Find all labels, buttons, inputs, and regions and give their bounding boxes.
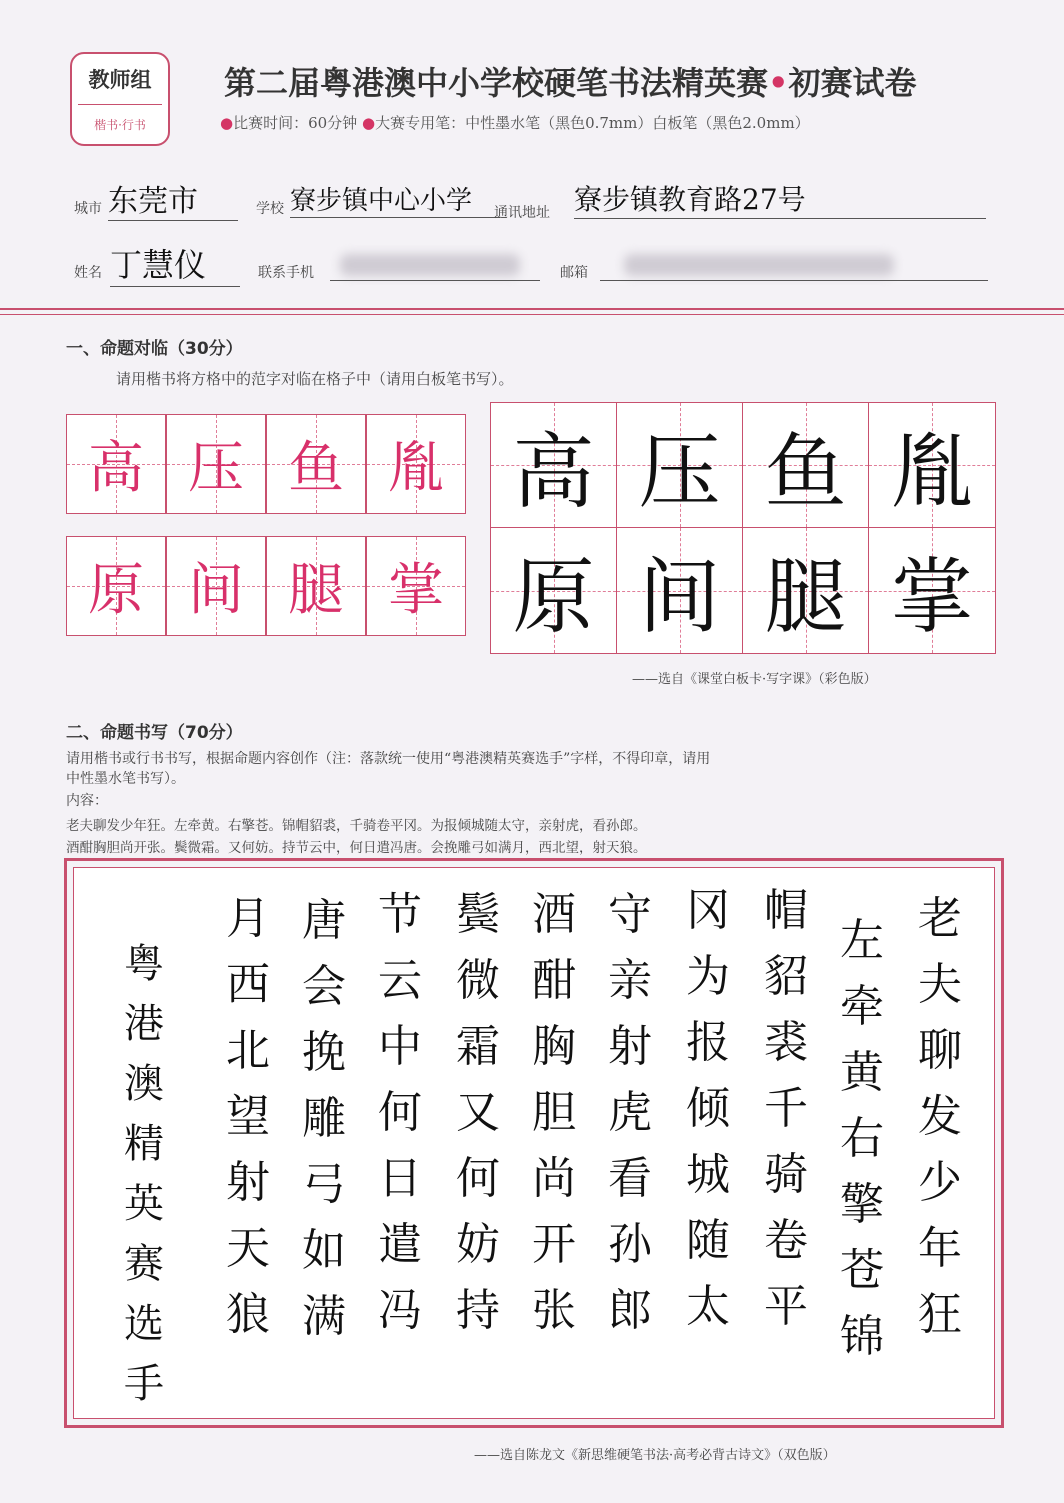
copy-cell: 高 xyxy=(66,414,166,514)
poem-column: 守 亲 射 虎 看 孙 郎 xyxy=(608,889,652,1336)
poem-column: 月 西 北 望 射 天 狼 xyxy=(226,893,270,1340)
page-title xyxy=(224,58,916,104)
poem-column: 帽 貂 裘 千 骑 卷 平 xyxy=(764,885,808,1332)
badge-divider xyxy=(78,104,162,105)
city-label: 城市 xyxy=(74,201,102,217)
writing-area xyxy=(73,867,995,1419)
section2-instruction-1: 请用楷书或行书书写，根据命题内容创作（注：落款统一使用“粤港澳精英赛选手”字样，不得印章，请用 xyxy=(66,751,711,767)
model-cell: 掌 xyxy=(869,528,995,653)
model-cell: 鱼 xyxy=(743,403,869,528)
group-badge xyxy=(70,52,170,146)
email-line xyxy=(600,280,988,281)
address-label: 通讯地址 xyxy=(494,205,550,221)
poem-column: 左 牵 黄 右 擎 苍 锦 xyxy=(840,915,884,1362)
section1-heading: 一、命题对临（30分） xyxy=(66,339,243,359)
section1-instruction: 请用楷书将方格中的范字对临在格子中（请用白板笔书写）。 xyxy=(116,370,514,388)
phone-label: 联系手机 xyxy=(258,265,314,281)
exam-pens: 大赛专用笔：中性墨水笔（黑色0.7mm）白板笔（黑色2.0mm） xyxy=(375,114,810,132)
school-value: 寮步镇中心小学 xyxy=(290,180,500,218)
name-value: 丁慧仪 xyxy=(110,240,240,287)
title-dot: • xyxy=(768,64,789,102)
copy-cell: 腿 xyxy=(266,536,366,636)
model-cell: 胤 xyxy=(869,403,995,528)
poem-column: 唐 会 挽 雕 弓 如 满 xyxy=(302,895,346,1342)
section2-instruction-2: 中性墨水笔书写）。 xyxy=(66,771,185,787)
poem-column: 鬓 微 霜 又 何 妨 持 xyxy=(456,889,500,1336)
poem-column: 冈 为 报 倾 城 随 太 xyxy=(686,885,730,1332)
email-label: 邮箱 xyxy=(560,265,588,281)
poem-line-1: 老夫聊发少年狂。左牵黄。右擎苍。锦帽貂裘，千骑卷平冈。为报倾城随太守，亲射虎，看孙郎。 xyxy=(66,818,647,834)
model-cell: 压 xyxy=(617,403,743,528)
phone-redacted xyxy=(340,254,520,276)
copy-grid-row1 xyxy=(66,414,466,514)
divider-1 xyxy=(0,308,1064,310)
model-cell: 高 xyxy=(491,403,617,528)
section1-source: ——选自《课堂白板卡·写字课》（彩色版） xyxy=(632,672,877,687)
model-cell: 间 xyxy=(617,528,743,653)
school-label: 学校 xyxy=(256,201,284,217)
email-redacted xyxy=(624,254,894,276)
section2-source: ——选自陈龙文《新思维硬笔书法·高考必背古诗文》（双色版） xyxy=(474,1448,836,1463)
model-cell: 腿 xyxy=(743,528,869,653)
copy-cell: 胤 xyxy=(366,414,466,514)
copy-cell: 压 xyxy=(166,414,266,514)
phone-line xyxy=(330,280,540,281)
copy-cell: 掌 xyxy=(366,536,466,636)
address-value: 寮步镇教育路27号 xyxy=(574,178,986,219)
badge-subtitle: 楷书·行书 xyxy=(94,118,146,132)
signature-column: 粤 港 澳 精 英 赛 选 手 xyxy=(124,941,164,1407)
badge-title: 教师组 xyxy=(88,68,152,92)
name-label: 姓名 xyxy=(74,265,102,281)
copy-cell: 间 xyxy=(166,536,266,636)
city-value: 东莞市 xyxy=(108,176,238,221)
exam-time: 比赛时间：60分钟 xyxy=(233,114,358,132)
section2-heading: 二、命题书写（70分） xyxy=(66,723,243,743)
copy-cell: 原 xyxy=(66,536,166,636)
title-tail: 初赛试卷 xyxy=(788,64,917,102)
poem-line-2: 酒酣胸胆尚开张。鬓微霜。又何妨。持节云中，何日遣冯唐。会挽雕弓如满月，西北望，射天狼。 xyxy=(66,840,647,856)
poem-column: 酒 酣 胸 胆 尚 开 张 xyxy=(532,889,576,1336)
model-grid xyxy=(490,402,996,654)
title-main: 第二届粤港澳中小学校硬笔书法精英赛 xyxy=(224,64,769,102)
content-label: 内容： xyxy=(66,793,108,809)
poem-column: 老 夫 聊 发 少 年 狂 xyxy=(918,893,962,1340)
copy-grid-row2 xyxy=(66,536,466,636)
poem-column: 节 云 中 何 日 遣 冯 xyxy=(378,889,422,1336)
model-cell: 原 xyxy=(491,528,617,653)
copy-cell: 鱼 xyxy=(266,414,366,514)
exam-info: ●比赛时间：60分钟 ●大赛专用笔：中性墨水笔（黑色0.7mm）白板笔（黑色2.0mm） xyxy=(220,114,810,132)
writing-frame xyxy=(64,858,1004,1428)
divider-1b xyxy=(0,314,1064,315)
